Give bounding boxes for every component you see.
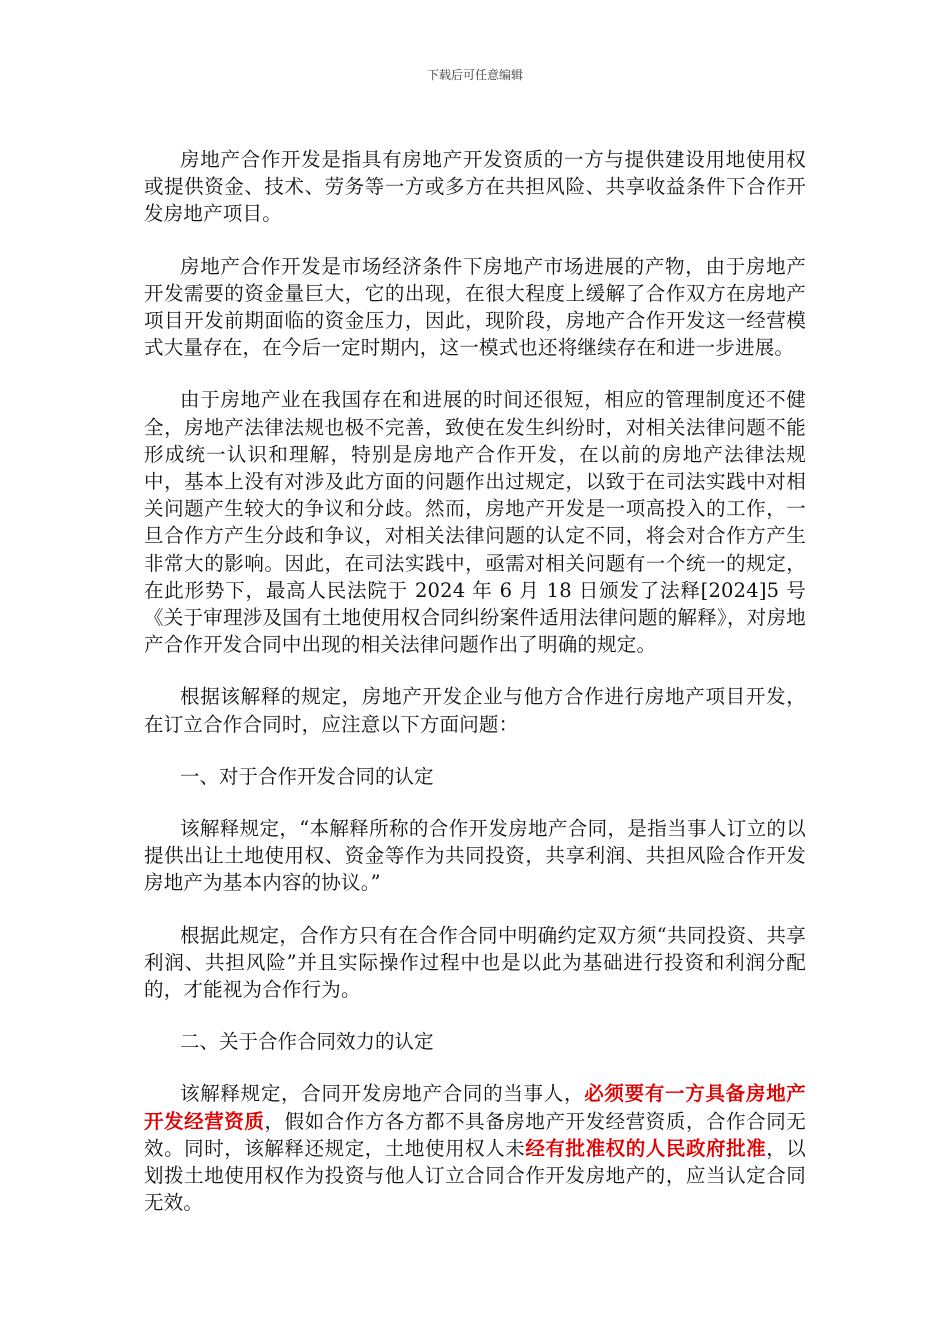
section-heading-1: 一、对于合作开发合同的认定 [180,764,434,788]
paragraph-7-text-1: 该解释规定，合同开发房地产合同的当事人， [180,1082,585,1106]
paragraph-5: 该解释规定，“本解释所称的合作开发房地产合同，是指当事人订立的以提供出让土地使用权、资金等作为共同投资，共享利润、共担风险合作开发房地产为基本内容的协议。” [144,817,806,895]
paragraph-2: 房地产合作开发是市场经济条件下房地产市场进展的产物，由于房地产开发需要的资金量巨大，它的出现，在很大程度上缓解了合作双方在房地产项目开发前期面临的资金压力，因此，现阶段，房地产合作开发这一经营模式大量存在，在今后一定时期内，这一模式也还将继续存在和进一步进展。 [144,254,806,360]
paragraph-4: 根据该解释的规定，房地产开发企业与他方合作进行房地产项目开发，在订立合作合同时，应注意以下方面问题： [144,685,806,736]
document-body [144,146,806,1242]
paragraph-7-text-3: ，以划拨土地使用权作为投资与他人订立合同合作开发房地产的，应当认定合同无效。 [144,1136,806,1215]
highlight-text-2: 经有批准权的人民政府批准 [525,1136,767,1160]
section-heading-2: 二、关于合作合同效力的认定 [180,1030,434,1054]
paragraph-7-text-2: ，假如合作方各方都不具备房地产开发经营资质，合作合同无效。同时，该解释还规定，土地使用权人未 [144,1109,806,1160]
paragraph-6: 根据此规定，合作方只有在合作合同中明确约定双方须“共同投资、共享利润、共担风险”并且实际操作过程中也是以此为基础进行投资和利润分配的，才能视为合作行为。 [144,923,806,1002]
page-header: 下载后可任意编辑 [426,68,523,82]
paragraph-1: 房地产合作开发是指具有房地产开发资质的一方与提供建设用地使用权或提供资金、技术、劳务等一方或多方在共担风险、共享收益条件下合作开发房地产项目。 [144,148,806,226]
highlight-text-1: 必须要有一方具备房地产开发经营资质 [144,1082,806,1133]
paragraph-7 [144,1080,806,1216]
paragraph-3: 由于房地产业在我国存在和进展的时间还很短，相应的管理制度还不健全，房地产法律法规也极不完善，致使在发生纠纷时，对相关法律问题不能形成统一认识和理解，特别是房地产合作开发，在以前的房地产法律法规中，基本上没有对涉及此方面的问题作出过规定，以致于在司法实践中对相关问题产生较大的争议和分歧。然而，房地产开发是一项高投入的工作，一旦合作方产生分歧和争议，对相关法律问题的认定不同，将会对合作方产生非常大的影响。因此，在司法实践中，亟需对相关问题有一个统一的规定，在此形势下，最高人民法院于 2024 年 6 月 18 日颁发了法释[2024]5 号《关于审理涉及国有土地使用权合同纠纷案件适用法律问题的解释》，对房地产合作开发合同中出现的相关法律问题作出了明确的规定。 [144,388,806,657]
